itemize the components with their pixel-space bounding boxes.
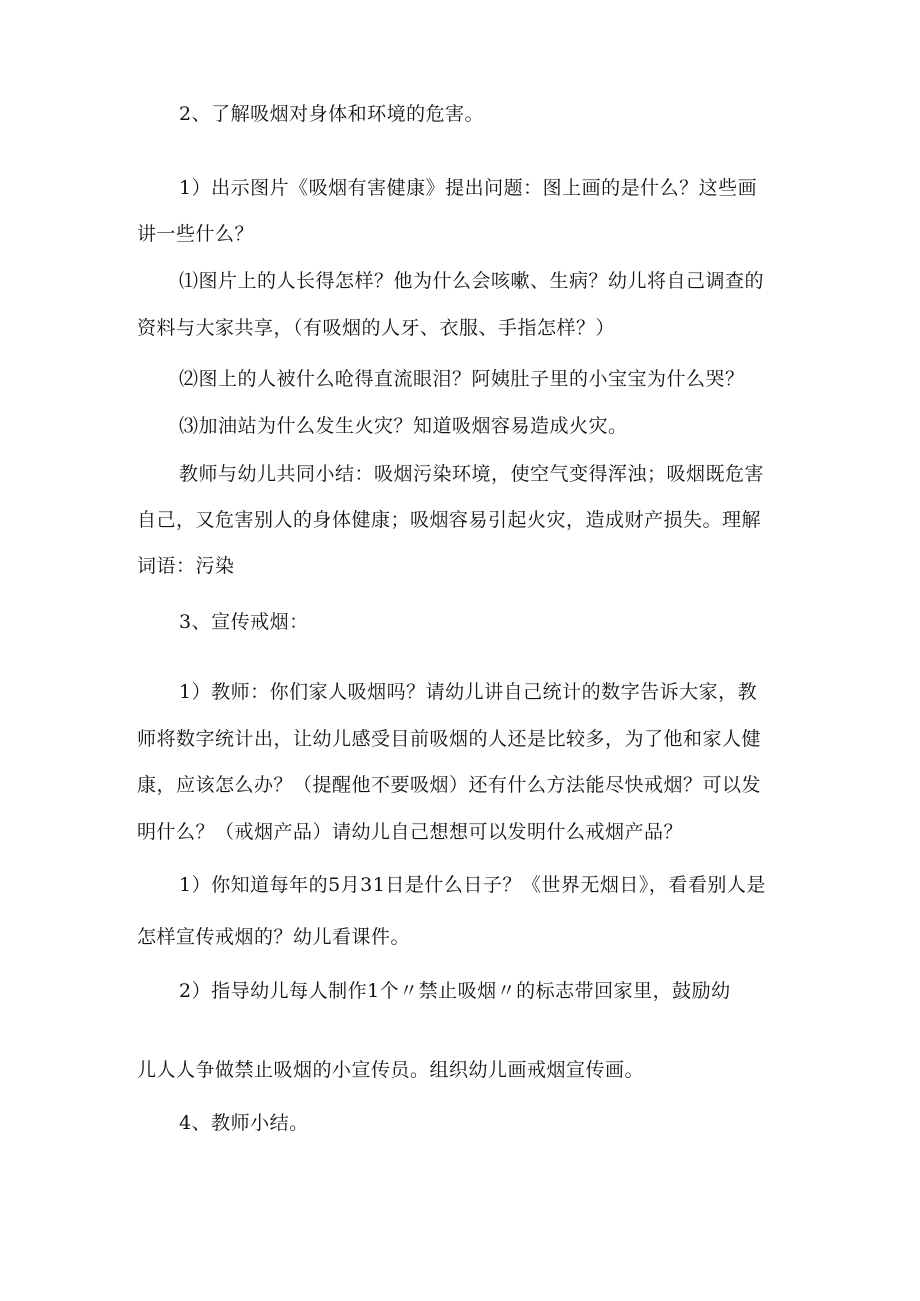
paragraph-line: 康，应该怎么办？（提醒他不要吸烟）还有什么方法能尽快戒烟？可以发: [137, 774, 762, 796]
paragraph-line: 自己，又危害别人的身体健康；吸烟容易引起火灾，造成财产损失。理解: [137, 509, 762, 531]
paragraph-line: 讲一些什么？: [137, 223, 255, 245]
section-3-heading: 3、宣传戒烟：: [179, 611, 309, 633]
paragraph-line: 1）教师：你们家人吸烟吗？请幼儿讲自己统计的数字告诉大家，教: [179, 681, 758, 703]
paragraph-line: ⑶加油站为什么发生火灾？知道吸烟容易造成火灾。: [179, 415, 628, 437]
paragraph-line: 师将数字统计出，让幼儿感受目前吸烟的人还是比较多，为了他和家人健: [137, 728, 762, 750]
paragraph-line: 1）你知道每年的5月31日是什么日子？《世界无烟日》，看看别人是: [179, 874, 766, 896]
paragraph-line: ⑵图上的人被什么呛得直流眼泪？阿姨肚子里的小宝宝为什么哭？: [179, 368, 745, 390]
section-2-heading: 2、了解吸烟对身体和环境的危害。: [179, 103, 485, 125]
paragraph-line: ⑴图片上的人长得怎样？他为什么会咳嗽、生病？幼儿将自己调查的: [179, 270, 765, 292]
paragraph-line: 1）出示图片《吸烟有害健康》提出问题：图上画的是什么？这些画: [179, 177, 758, 199]
paragraph-line: 儿人人争做禁止吸烟的小宣传员。组织幼儿画戒烟宣传画。: [137, 1059, 645, 1081]
paragraph-line: 教师与幼儿共同小结：吸烟污染环境，使空气变得浑浊；吸烟既危害: [179, 463, 765, 485]
paragraph-line: 明什么？（戒烟产品）请幼儿自己想想可以发明什么戒烟产品？: [137, 821, 684, 843]
section-4-heading: 4、教师小结。: [179, 1112, 309, 1134]
paragraph-line: 资料与大家共享，（有吸烟的人牙、衣服、手指怎样？）: [137, 317, 616, 339]
paragraph-line: 怎样宣传戒烟的？幼儿看课件。: [137, 926, 411, 948]
paragraph-line: 2）指导幼儿每人制作1个〃禁止吸烟〃的标志带回家里，鼓励幼: [179, 980, 731, 1002]
paragraph-line: 词语：污染: [137, 555, 235, 577]
